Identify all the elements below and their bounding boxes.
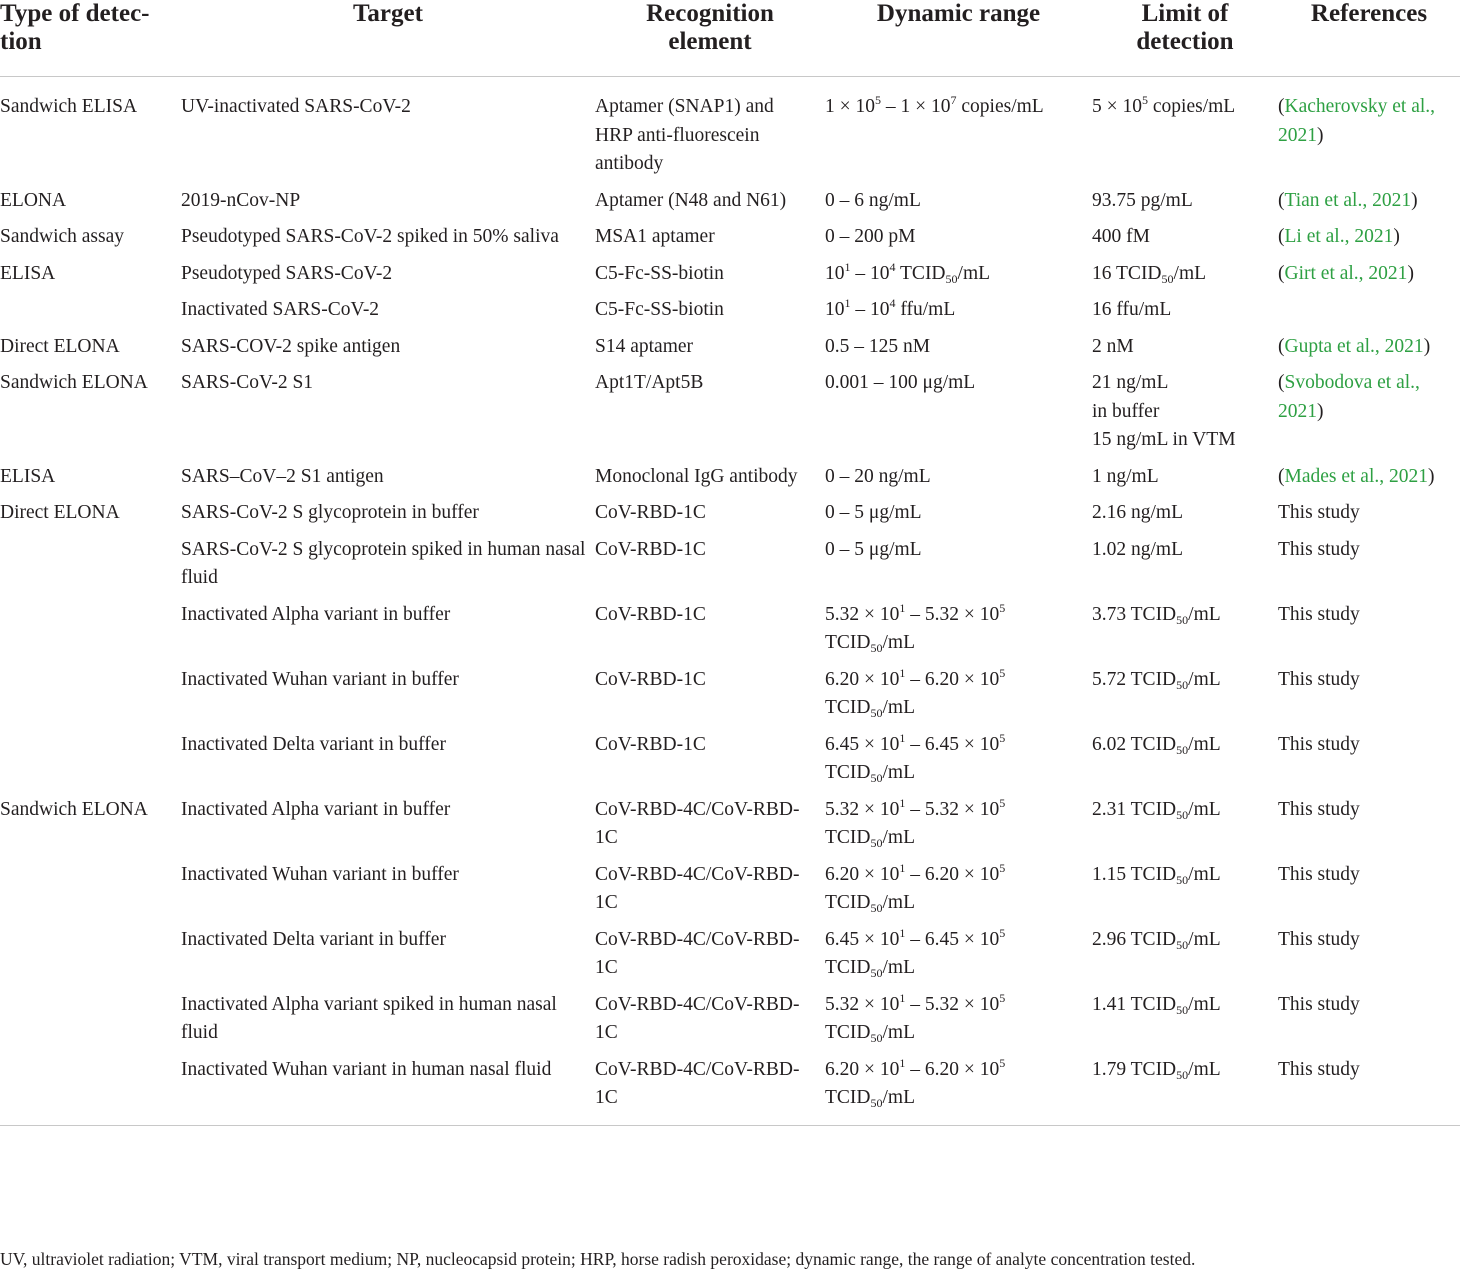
cell-limit-of-detection: $5 \times 10^5$ copies/mL	[1092, 93, 1236, 117]
table-row	[0, 1056, 1460, 1126]
reference-link[interactable]: Li et al., 2021	[1284, 226, 1394, 247]
cell-detection-type: Direct ELONA	[0, 335, 120, 357]
header-type	[0, 0, 181, 77]
cell-recognition-element: CoV-RBD-1C	[595, 733, 706, 755]
cell-limit-of-detection	[1092, 369, 1278, 463]
cell-target: Inactivated Alpha variant in buffer	[181, 603, 451, 625]
cell-recognition-element: Aptamer (SNAP1) and HRP anti-fluorescein antibody	[595, 96, 774, 174]
cell-reference: This study	[1278, 538, 1360, 560]
cell-detection-type: ELISA	[0, 465, 56, 487]
cell-reference: This study	[1278, 863, 1360, 885]
header-lod-line1: Limit of	[1141, 0, 1229, 27]
cell-reference: This study	[1278, 733, 1360, 755]
cell-limit-of-detection: 1.02 ng/mL	[1092, 538, 1183, 560]
cell-reference: This study	[1278, 993, 1360, 1015]
cell-recognition-element: MSA1 aptamer	[595, 226, 715, 247]
cell-reference	[1278, 223, 1460, 260]
table-row	[0, 499, 1460, 536]
header-type-line2: tion	[0, 28, 42, 55]
ref-close-paren: )	[1411, 189, 1418, 211]
cell-reference: This study	[1278, 668, 1360, 690]
cell-target: Pseudotyped SARS-CoV-2 spiked in 50% saliva	[181, 226, 559, 247]
cell-detection-type	[0, 536, 181, 601]
cell-detection-type: Direct ELONA	[0, 502, 120, 523]
cell-dynamic-range: $5.32 \times 10^1 - 5.32 \times 10^5$ $TCID_{50}/mL$	[825, 600, 1006, 655]
cell-target: SARS-CoV-2 S1	[181, 372, 314, 393]
cell-dynamic-range: 0 – 6 ng/mL	[825, 189, 921, 211]
cell-dynamic-range: $6.20 \times 10^1 - 6.20 \times 10^5$ $TCID_{50}/mL$	[825, 860, 1006, 915]
cell-recognition-element: Aptamer (N48 and N61)	[595, 189, 787, 211]
cell-limit-of-detection: 93.75 pg/mL	[1092, 189, 1193, 211]
ref-close-paren: )	[1393, 226, 1400, 247]
cell-detection-type	[0, 1056, 181, 1126]
cell-limit-of-detection: 5.72 $TCID_{50}/mL$	[1092, 668, 1221, 692]
cell-limit-of-detection: 1.15 $TCID_{50}/mL$	[1092, 863, 1221, 887]
cell-recognition-element: Monoclonal IgG antibody	[595, 465, 798, 487]
cell-reference	[1278, 296, 1460, 333]
cell-target: SARS-CoV-2 S glycoprotein spiked in human nasal fluid	[181, 538, 586, 588]
lod-line: 15 ng/mL in VTM	[1092, 429, 1236, 450]
cell-dynamic-range: $10^1 - 10^4$ $TCID_{50}/mL$	[825, 259, 991, 286]
cell-recognition-element: CoV-RBD-1C	[595, 603, 706, 625]
cell-target: Inactivated Wuhan variant in buffer	[181, 668, 459, 690]
cell-target: Inactivated Wuhan variant in buffer	[181, 863, 459, 885]
cell-target: Inactivated Delta variant in buffer	[181, 928, 446, 950]
ref-open-paren: (	[1278, 465, 1285, 487]
header-lod-line2: detection	[1136, 28, 1234, 55]
ref-close-paren: )	[1423, 335, 1431, 357]
cell-target: Inactivated Delta variant in buffer	[181, 733, 446, 755]
cell-detection-type: Sandwich ELONA	[0, 798, 148, 820]
cell-reference: This study	[1278, 502, 1360, 523]
cell-target: SARS-CoV-2 S glycoprotein in buffer	[181, 502, 479, 523]
cell-limit-of-detection: 2.16 ng/mL	[1092, 502, 1183, 523]
cell-recognition-element: S14 aptamer	[595, 335, 694, 357]
cell-detection-type: ELISA	[0, 262, 56, 284]
cell-limit-of-detection: 6.02 $TCID_{50}/mL$	[1092, 733, 1221, 757]
lod-line: in buffer	[1092, 400, 1160, 422]
header-dynamic-range: Dynamic range	[825, 0, 1092, 77]
cell-reference	[1278, 77, 1460, 187]
cell-recognition-element: CoV-RBD-4C/CoV-RBD-1C	[595, 993, 800, 1043]
cell-dynamic-range: 0.001 – 100 μg/mL	[825, 372, 976, 393]
cell-target: 2019-nCov-NP	[181, 189, 301, 211]
header-limit-of-detection	[1092, 0, 1278, 77]
cell-detection-type	[0, 296, 181, 333]
cell-recognition-element: CoV-RBD-1C	[595, 502, 706, 523]
cell-target: SARS–CoV–2 S1 antigen	[181, 465, 384, 487]
cell-detection-type	[0, 731, 181, 796]
table-row	[0, 926, 1460, 991]
cell-reference	[1278, 260, 1460, 297]
cell-limit-of-detection: 1 ng/mL	[1092, 465, 1159, 487]
cell-reference: This study	[1278, 798, 1360, 820]
cell-recognition-element: C5-Fc-SS-biotin	[595, 299, 724, 320]
cell-dynamic-range: $6.45 \times 10^1 - 6.45 \times 10^5$ $TCID_{50}/mL$	[825, 730, 1006, 785]
table-row	[0, 536, 1460, 601]
cell-dynamic-range: $6.20 \times 10^1 - 6.20 \times 10^5$ $TCID_{50}/mL$	[825, 665, 1006, 720]
cell-dynamic-range: $6.45 \times 10^1 - 6.45 \times 10^5$ $TCID_{50}/mL$	[825, 925, 1006, 980]
cell-target: Inactivated Alpha variant in buffer	[181, 798, 451, 820]
cell-dynamic-range: 0 – 5 μg/mL	[825, 538, 922, 560]
cell-detection-type: Sandwich ELONA	[0, 372, 148, 393]
cell-dynamic-range: 0 – 200 pM	[825, 226, 916, 247]
cell-target: Inactivated SARS-CoV-2	[181, 299, 380, 320]
cell-recognition-element: Apt1T/Apt5B	[595, 372, 704, 393]
cell-reference: This study	[1278, 928, 1360, 950]
cell-detection-type	[0, 991, 181, 1056]
cell-detection-type: Sandwich ELISA	[0, 96, 138, 117]
table-row	[0, 601, 1460, 666]
cell-limit-of-detection: 1.41 $TCID_{50}/mL$	[1092, 993, 1221, 1017]
cell-limit-of-detection: 16 $TCID_{50}/mL$	[1092, 262, 1207, 286]
ref-open-paren: (	[1278, 335, 1285, 357]
cell-detection-type	[0, 666, 181, 731]
table-body	[0, 77, 1460, 1126]
table-row	[0, 223, 1460, 260]
header-recognition	[595, 0, 825, 77]
cell-target: Pseudotyped SARS-CoV-2	[181, 262, 393, 284]
cell-limit-of-detection: 16 ffu/mL	[1092, 299, 1172, 320]
cell-target: UV-inactivated SARS-CoV-2	[181, 96, 411, 117]
cell-reference	[1278, 463, 1460, 500]
cell-reference	[1278, 187, 1460, 224]
cell-limit-of-detection: 1.79 $TCID_{50}/mL$	[1092, 1056, 1278, 1126]
table-row	[0, 260, 1460, 297]
table-row	[0, 77, 1460, 187]
table-footnote: UV, ultraviolet radiation; VTM, viral transport medium; NP, nucleocapsid protein; HRP, horse radish peroxidase; dynamic range, the range of analyte concentration tested.	[0, 1249, 1196, 1269]
cell-detection-type	[0, 926, 181, 991]
cell-limit-of-detection: 3.73 $TCID_{50}/mL$	[1092, 603, 1221, 627]
cell-reference	[1278, 369, 1460, 463]
ref-close-paren: )	[1428, 465, 1435, 487]
ref-open-paren: (	[1278, 189, 1285, 211]
ref-close-paren: )	[1407, 262, 1414, 284]
table-row	[0, 991, 1460, 1056]
cell-limit-of-detection: 400 fM	[1092, 226, 1150, 247]
cell-dynamic-range: 0.5 – 125 nM	[825, 335, 931, 357]
cell-limit-of-detection: 2 nM	[1092, 335, 1134, 357]
cell-dynamic-range: 0 – 20 ng/mL	[825, 465, 931, 487]
table-row	[0, 296, 1460, 333]
cell-reference: This study	[1278, 603, 1360, 625]
ref-close-paren: )	[1317, 124, 1324, 146]
cell-limit-of-detection: 2.96 $TCID_{50}/mL$	[1092, 928, 1221, 952]
table-row	[0, 796, 1460, 861]
cell-detection-type	[0, 601, 181, 666]
table-row	[0, 731, 1460, 796]
ref-open-paren: (	[1278, 96, 1285, 117]
header-type-line1: Type of detec-	[0, 0, 150, 27]
cell-detection-type: ELONA	[0, 189, 67, 211]
table-row	[0, 463, 1460, 500]
table-row	[0, 333, 1460, 370]
cell-recognition-element: CoV-RBD-4C/CoV-RBD-1C	[595, 1056, 825, 1126]
cell-reference: This study	[1278, 1056, 1460, 1126]
cell-dynamic-range: $5.32 \times 10^1 - 5.32 \times 10^5$ $TCID_{50}/mL$	[825, 795, 1006, 850]
table-row	[0, 187, 1460, 224]
cell-dynamic-range: $5.32 \times 10^1 - 5.32 \times 10^5$ $TCID_{50}/mL$	[825, 990, 1006, 1045]
table-row	[0, 369, 1460, 463]
header-recognition-line2: element	[668, 28, 752, 55]
cell-detection-type	[0, 861, 181, 926]
cell-dynamic-range: $1 \times 10^5 - 1 \times 10^7$ copies/mL	[825, 93, 1044, 117]
cell-detection-type: Sandwich assay	[0, 226, 125, 247]
cell-recognition-element: CoV-RBD-1C	[595, 668, 706, 690]
cell-target: Inactivated Wuhan variant in human nasal fluid	[181, 1056, 595, 1126]
cell-target: Inactivated Alpha variant spiked in human nasal fluid	[181, 993, 557, 1043]
reference-link[interactable]: Girt et al., 2021	[1284, 262, 1408, 284]
reference-link[interactable]: Gupta et al., 2021	[1284, 335, 1424, 357]
cell-recognition-element: CoV-RBD-4C/CoV-RBD-1C	[595, 928, 800, 978]
reference-link[interactable]: Mades et al., 2021	[1284, 465, 1429, 487]
ref-open-paren: (	[1278, 262, 1285, 284]
table-header-row	[0, 0, 1460, 77]
header-target: Target	[181, 0, 595, 77]
ref-open-paren: (	[1278, 372, 1285, 393]
cell-recognition-element: CoV-RBD-1C	[595, 538, 706, 560]
cell-recognition-element: CoV-RBD-4C/CoV-RBD-1C	[595, 863, 800, 913]
header-references: References	[1278, 0, 1460, 77]
table-row	[0, 666, 1460, 731]
cell-reference	[1278, 333, 1460, 370]
reference-link[interactable]: Kacherovsky et al., 2021	[1278, 96, 1436, 146]
cell-recognition-element: CoV-RBD-4C/CoV-RBD-1C	[595, 798, 800, 848]
cell-dynamic-range: $10^1 - 10^4$ ffu/mL	[825, 296, 956, 320]
cell-dynamic-range: $6.20 \times 10^1 - 6.20 \times 10^5$ $TCID_{50}/mL$	[825, 1056, 1092, 1126]
ref-open-paren: (	[1278, 226, 1285, 247]
cell-recognition-element: C5-Fc-SS-biotin	[595, 262, 724, 284]
ref-close-paren: )	[1317, 400, 1324, 422]
reference-link[interactable]: Tian et al., 2021	[1284, 189, 1412, 211]
cell-limit-of-detection: 2.31 $TCID_{50}/mL$	[1092, 798, 1221, 822]
lod-line: 21 ng/mL	[1092, 372, 1169, 393]
cell-target: SARS-COV-2 spike antigen	[181, 335, 401, 357]
header-recognition-line1: Recognition	[646, 0, 774, 27]
cell-dynamic-range: 0 – 5 μg/mL	[825, 502, 922, 523]
table-row	[0, 861, 1460, 926]
reference-link[interactable]: Svobodova et al., 2021	[1278, 372, 1420, 422]
